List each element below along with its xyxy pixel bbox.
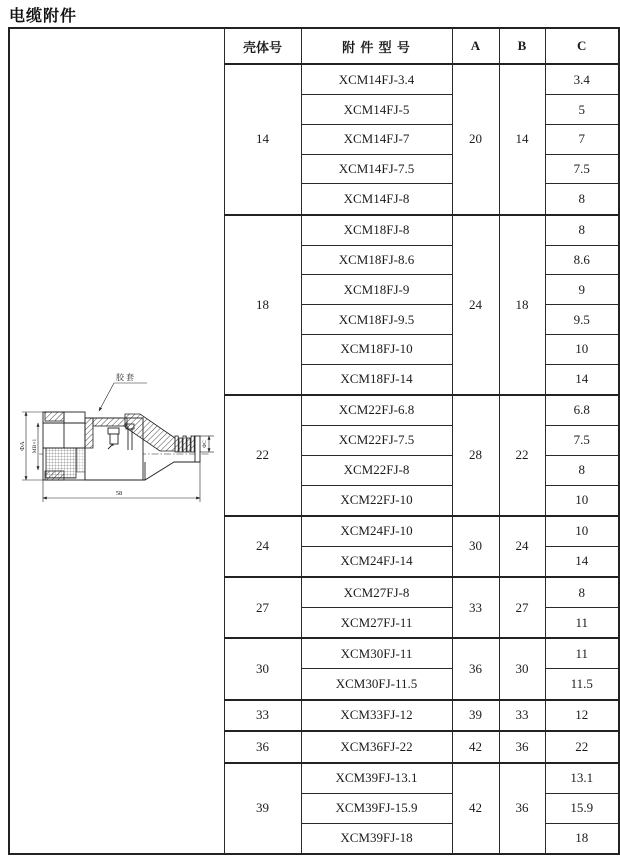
dim-a-cell: 20: [452, 64, 499, 215]
dim-b-cell: 14: [499, 64, 545, 215]
shell-number-cell: 36: [224, 731, 301, 763]
dim-outer-diameter: [19, 412, 43, 480]
dim-a-cell: 39: [452, 700, 499, 732]
model-cell: XCM24FJ-14: [301, 546, 452, 577]
dim-b-cell: 36: [499, 763, 545, 854]
dim-c-cell: 8: [545, 455, 619, 485]
dim-c-cell: 12: [545, 700, 619, 732]
spec-table: [8, 27, 620, 855]
dim-b-cell: 33: [499, 700, 545, 732]
dim-thread-label: MB×1: [32, 438, 39, 454]
cable-grip-ridges: [175, 436, 194, 452]
shell-number-cell: 14: [224, 64, 301, 215]
model-cell: XCM30FJ-11.5: [301, 669, 452, 700]
dim-overall-length-label: 58: [116, 490, 123, 497]
model-cell: XCM18FJ-10: [301, 335, 452, 365]
dim-a-cell: 30: [452, 516, 499, 577]
dim-c-cell: 11: [545, 608, 619, 639]
model-cell: XCM24FJ-10: [301, 516, 452, 547]
shell-number-cell: 30: [224, 638, 301, 699]
dim-c-cell: 8: [545, 215, 619, 246]
dim-thread: [32, 423, 38, 470]
model-cell: XCM27FJ-8: [301, 577, 452, 608]
col-header-a: A: [452, 28, 499, 64]
dim-cable-diameter: [200, 436, 214, 452]
shell-number-cell: 18: [224, 215, 301, 395]
dim-c-cell: 15.9: [545, 793, 619, 823]
dim-a-cell: 42: [452, 763, 499, 854]
model-cell: XCM18FJ-8: [301, 215, 452, 246]
shell-number-cell: 24: [224, 516, 301, 577]
dim-outer-diameter-label: ΦA: [19, 441, 27, 451]
model-cell: XCM18FJ-9: [301, 275, 452, 305]
model-cell: XCM33FJ-12: [301, 700, 452, 732]
dim-b-cell: 24: [499, 516, 545, 577]
model-cell: XCM18FJ-14: [301, 364, 452, 395]
dim-c-cell: 8.6: [545, 245, 619, 275]
dim-a-cell: 28: [452, 395, 499, 516]
dim-c-cell: 11.5: [545, 669, 619, 700]
col-header-c: C: [545, 28, 619, 64]
model-cell: XCM22FJ-7.5: [301, 426, 452, 456]
dim-b-cell: 22: [499, 395, 545, 516]
dim-c-cell: 13.1: [545, 763, 619, 794]
model-cell: XCM39FJ-18: [301, 823, 452, 854]
shell-number-cell: 39: [224, 763, 301, 854]
dim-c-cell: 8: [545, 184, 619, 215]
dim-c-cell: 8: [545, 577, 619, 608]
shell-number-cell: 27: [224, 577, 301, 638]
dim-c-cell: 6.8: [545, 395, 619, 426]
dim-c-cell: 14: [545, 546, 619, 577]
model-cell: XCM14FJ-5: [301, 95, 452, 125]
dim-c-cell: 22: [545, 731, 619, 763]
model-cell: XCM30FJ-11: [301, 638, 452, 669]
dim-b-cell: 27: [499, 577, 545, 638]
dim-b-cell: 30: [499, 638, 545, 699]
model-cell: XCM22FJ-10: [301, 485, 452, 516]
callout-rubber-sleeve-label: 胶 套: [116, 373, 135, 382]
header-row: [9, 28, 619, 64]
col-header-model: 附 件 型 号: [301, 28, 452, 64]
dim-c-cell: 7.5: [545, 154, 619, 184]
model-cell: XCM18FJ-8.6: [301, 245, 452, 275]
connector-drawing: [13, 366, 220, 516]
cable-entry-end: [195, 436, 200, 462]
model-cell: XCM18FJ-9.5: [301, 305, 452, 335]
dim-c-cell: 10: [545, 516, 619, 547]
col-header-b: B: [499, 28, 545, 64]
dim-c-cell: 11: [545, 638, 619, 669]
model-cell: XCM27FJ-11: [301, 608, 452, 639]
dim-b-cell: 36: [499, 731, 545, 763]
dim-b-cell: 18: [499, 215, 545, 395]
dim-c-cell: 10: [545, 485, 619, 516]
model-cell: XCM22FJ-6.8: [301, 395, 452, 426]
page-title: 电缆附件: [9, 8, 78, 25]
technical-drawing-cell: [9, 28, 224, 854]
dim-c-cell: 7.5: [545, 426, 619, 456]
shell-number-cell: 22: [224, 395, 301, 516]
dim-c-cell: 18: [545, 823, 619, 854]
dim-c-cell: 14: [545, 364, 619, 395]
shell-number-cell: 33: [224, 700, 301, 732]
knurl-texture: [46, 448, 76, 478]
model-cell: XCM39FJ-13.1: [301, 763, 452, 794]
model-cell: XCM14FJ-3.4: [301, 64, 452, 95]
model-cell: XCM36FJ-22: [301, 731, 452, 763]
dim-a-cell: 24: [452, 215, 499, 395]
dim-c-cell: 5: [545, 95, 619, 125]
model-cell: XCM39FJ-15.9: [301, 793, 452, 823]
dim-c-cell: 3.4: [545, 64, 619, 95]
col-header-shell: 壳体号: [224, 28, 301, 64]
dim-c-cell: 9: [545, 275, 619, 305]
dim-cable-diameter-label: ΦC: [202, 440, 209, 448]
model-cell: XCM22FJ-8: [301, 455, 452, 485]
spec-table-body: [9, 28, 619, 854]
dim-a-cell: 36: [452, 638, 499, 699]
model-cell: XCM14FJ-7: [301, 124, 452, 154]
dim-c-cell: 7: [545, 124, 619, 154]
dim-c-cell: 10: [545, 335, 619, 365]
model-cell: XCM14FJ-8: [301, 184, 452, 215]
model-cell: XCM14FJ-7.5: [301, 154, 452, 184]
dim-c-cell: 9.5: [545, 305, 619, 335]
dim-a-cell: 42: [452, 731, 499, 763]
dim-a-cell: 33: [452, 577, 499, 638]
